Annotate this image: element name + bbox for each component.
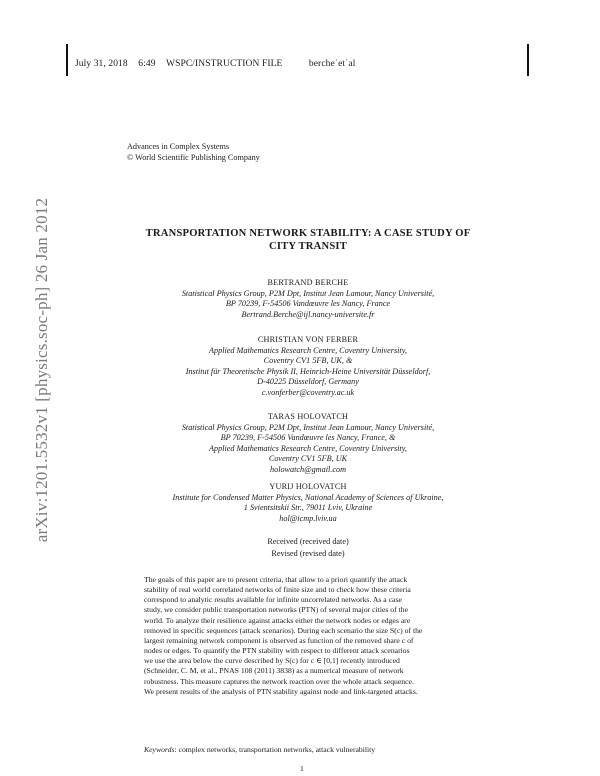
author-name: YURIJ HOLOVATCH <box>269 482 347 491</box>
journal-info <box>127 141 260 163</box>
affiliation-line: Coventry CV1 5FB, UK, & <box>263 356 353 366</box>
abstract-line: We present results of the analysis of PTN stability against node and link-targeted attacks. <box>144 686 418 696</box>
affiliation-line: Institut für Theoretische Physik II, Heinrich-Heine Universität Düsseldorf, <box>185 366 431 376</box>
submission-dates <box>110 536 506 560</box>
affiliation-line: Statistical Physics Group, P2M Dpt, Institut Jean Lamour, Nancy Université, <box>181 423 435 432</box>
author-block-von-ferber <box>110 335 506 398</box>
abstract-line: world. To analyze their resilience against attacks either the network nodes or edges are <box>144 615 411 625</box>
affiliation-line: BP 70239, F-54506 Vandœuvre les Nancy, France <box>225 299 391 309</box>
keywords-label: Keywords <box>144 745 175 754</box>
affiliation-line: 1 Svientsitskii Str., 79011 Lviv, Ukraine <box>243 503 373 513</box>
running-head-time: 6:49 <box>138 59 156 69</box>
abstract-line: robustness. This measure captures the network reaction over the whole attack sequence. <box>144 676 414 686</box>
running-head <box>75 59 355 69</box>
abstract-line: removed in specific sequences (attack scenarios). During each scenario the size S(c) of the <box>144 625 423 635</box>
abstract-line: we use the area below the curve described by S(c) for c ∈ [0,1] recently introduced <box>144 656 400 666</box>
page-number: 1 <box>300 764 304 773</box>
revised-date: Revised (revised date) <box>271 549 345 558</box>
author-email: c.vonferber@coventry.ac.uk <box>261 387 355 397</box>
author-block-t-holovatch <box>110 412 506 475</box>
author-email: hol@icmp.lviv.ua <box>279 513 337 523</box>
affiliation-line: BP 70239, F-54506 Vandœuvre les Nancy, France, & <box>220 433 396 443</box>
arxiv-stamp <box>32 160 52 580</box>
affiliation-line: Statistical Physics Group, P2M Dpt, Institut Jean Lamour, Nancy Université, <box>181 289 435 298</box>
keywords <box>144 745 375 754</box>
arxiv-stamp-text: arXiv:1201.5532v1 [physics.soc-ph] 26 Jan 2012 <box>32 197 51 543</box>
abstract-line: correspond to analytic results available for infinite uncorrelated networks. As a case <box>144 595 402 605</box>
author-email: Bertrand.Berche@ijl.nancy-universite.fr <box>241 309 375 319</box>
paper-title <box>110 227 506 253</box>
running-head-authors: berche˙et˙al <box>308 59 356 69</box>
author-block-berche <box>110 278 506 320</box>
affiliation-line: Coventry CV1 5FB, UK <box>268 454 348 464</box>
author-name: TARAS HOLOVATCH <box>267 412 349 421</box>
keywords-text: : complex networks, transportation networks, attack vulnerability <box>174 745 376 754</box>
abstract-line: largest remaining network component is observed as function of the removed share c of <box>144 635 414 645</box>
author-name: CHRISTIAN VON FERBER <box>257 335 359 344</box>
title-line: TRANSPORTATION NETWORK STABILITY: A CASE STUDY OF <box>145 228 471 239</box>
abstract-line: nodes or edges. To quantify the PTN stability with respect to different attack scenarios <box>144 646 410 656</box>
affiliation-line: D-40225 Düsseldorf, Germany <box>257 377 359 387</box>
author-name: BERTRAND BERCHE <box>267 278 349 287</box>
journal-publisher: © World Scientific Publishing Company <box>127 153 260 162</box>
journal-name: Advances in Complex Systems <box>127 142 230 151</box>
abstract-line: study, we consider public transportation networks (PTN) of several major cities of the <box>144 605 409 615</box>
abstract-line: stability of real world correlated networks of finite size and to check how these criteria <box>144 585 411 595</box>
running-head-date: July 31, 2018 <box>75 59 128 69</box>
crop-mark-right <box>527 44 529 76</box>
abstract <box>144 575 474 697</box>
running-head-file: WSPC/INSTRUCTION FILE <box>166 59 283 69</box>
affiliation-line: Institute for Condensed Matter Physics, National Academy of Sciences of Ukraine, <box>172 493 444 502</box>
affiliation-line: Applied Mathematics Research Centre, Coventry University, <box>209 443 407 453</box>
title-line: CITY TRANSIT <box>268 241 348 252</box>
crop-mark-left <box>66 44 68 76</box>
abstract-line: (Schneider, C. M, et al., PNAS 108 (2011) 3838) as a numerical measure of network <box>144 666 404 676</box>
affiliation-line: Applied Mathematics Research Centre, Coventry University, <box>209 346 407 355</box>
author-block-y-holovatch <box>110 482 506 524</box>
author-email: holowatch@gmail.com <box>270 464 346 474</box>
received-date: Received (received date) <box>267 537 349 546</box>
abstract-line: The goals of this paper are to present criteria, that allow to a priori quantify the attack <box>144 575 408 584</box>
